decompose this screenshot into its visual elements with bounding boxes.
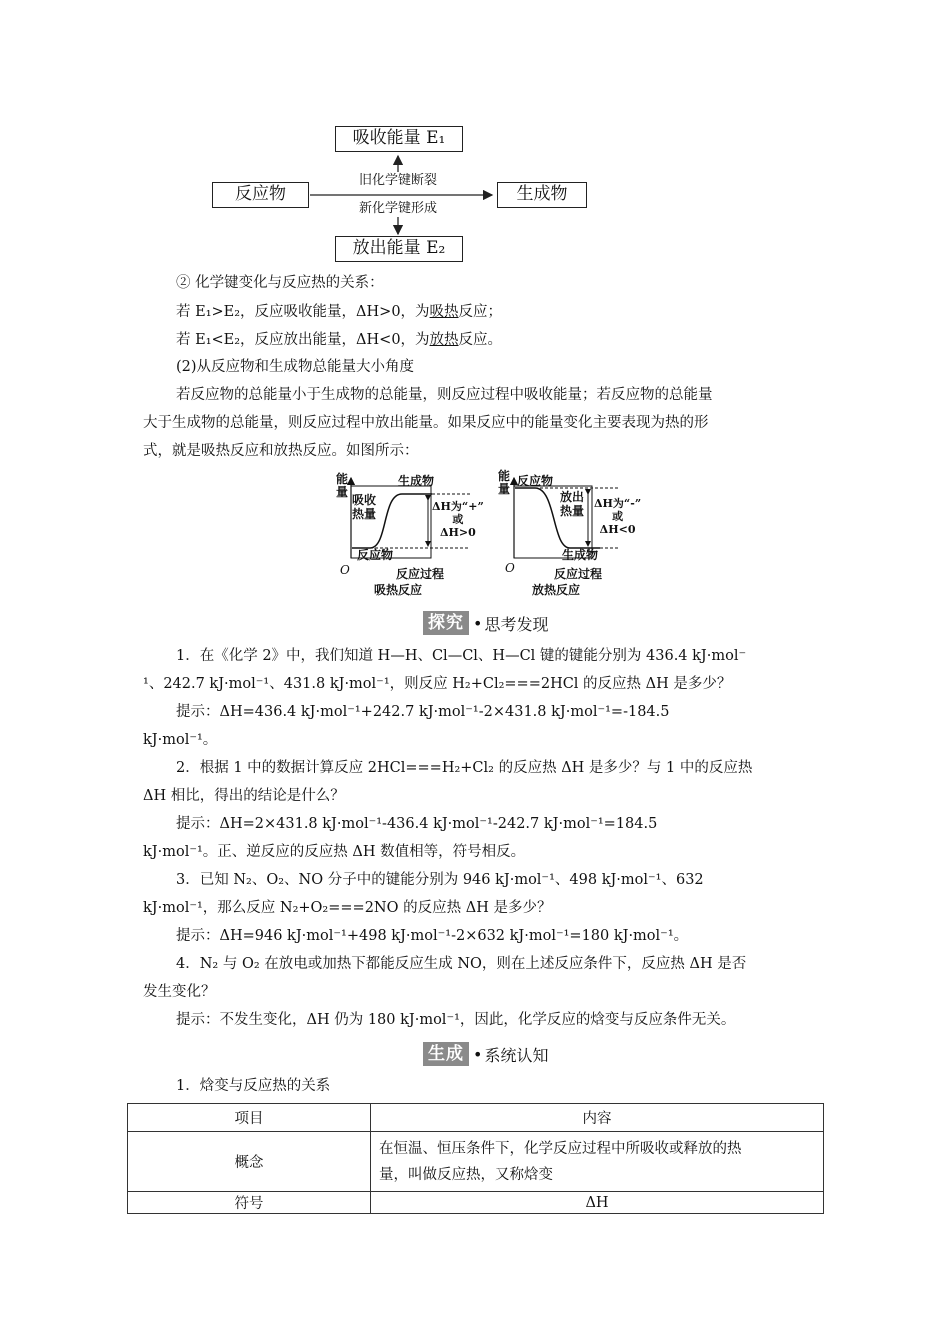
endo-reactant-label: 反应物 [357, 548, 394, 562]
table-cell-concept-content [371, 1132, 824, 1192]
bond-form-label: 新化学键形成 [342, 200, 454, 217]
product-label: 生成物 [516, 184, 568, 204]
relation-title: ② 化学键变化与反应热的关系： [176, 275, 384, 291]
endo-heat-1: 吸收 [352, 493, 377, 507]
absorb-energy-box [335, 126, 463, 152]
endo-heat-label [352, 493, 376, 521]
question-3-line-1: 3．已知 N₂、O₂、NO 分子中的键能分别为 946 kJ·mol⁻¹、498 kJ·mol⁻¹、632 [176, 872, 704, 888]
exo-xlabel: 反应过程 [554, 567, 603, 581]
answer-4: 提示：不发生变化，ΔH 仍为 180 kJ·mol⁻¹，因此，化学反应的焓变与反应条件无关。 [176, 1012, 736, 1028]
endo-origin: O [340, 563, 350, 577]
endo-dh-1: ΔH为“+” [432, 500, 484, 513]
question-1-line-1: 1．在《化学 2》中，我们知道 H—H、Cl—Cl、H—Cl 键的键能分别为 436.4 kJ·mol⁻ [176, 648, 747, 664]
relation-line-1-end: 反应； [458, 304, 503, 320]
endo-product-label: 生成物 [398, 474, 435, 488]
explore-banner [423, 611, 548, 635]
section2-title: (2)从反应物和生成物总能量大小角度 [176, 359, 415, 375]
concept-content-line-1: 在恒温、恒压条件下，化学反应过程中所吸收或释放的热 [379, 1140, 742, 1157]
endo-dh-2: 或 [452, 513, 464, 526]
answer-1-line-1: 提示：ΔH=436.4 kJ·mol⁻¹+242.7 kJ·mol⁻¹-2×431.8 kJ·mol⁻¹=-184.5 [176, 704, 670, 720]
relation-line-1-text: 若 E₁>E₂，反应吸收能量，ΔH>0，为 [176, 304, 430, 320]
exo-heat-label [560, 490, 584, 518]
section2-paragraph-line-3: 式，就是吸热反应和放热反应。如图所示： [143, 443, 419, 459]
exo-reactant-label: 反应物 [517, 474, 554, 488]
endo-ylabel [336, 473, 348, 499]
section2-paragraph-line-2: 大于生成物的总能量，则反应过程中放出能量。如果反应中的能量变化主要表现为热的形 [143, 415, 709, 431]
endo-ylabel-1: 能 [336, 472, 349, 486]
question-2-line-2: ΔH 相比，得出的结论是什么？ [143, 788, 345, 804]
endo-caption: 吸热反应 [374, 583, 423, 597]
table-row-concept [128, 1132, 824, 1192]
question-4-line-2: 发生变化？ [143, 984, 216, 1000]
endo-ylabel-2: 量 [336, 485, 349, 499]
endo-delta-h-label [432, 500, 484, 539]
question-3-line-2: kJ·mol⁻¹，那么反应 N₂+O₂===2NO 的反应热 ΔH 是多少？ [143, 900, 552, 916]
table-cell-concept: 概念 [128, 1132, 371, 1192]
flow-arrows [300, 150, 505, 240]
table-header-item: 项目 [128, 1104, 371, 1132]
exo-dh-2: 或 [612, 510, 624, 523]
banner-dot-2: • [473, 1044, 483, 1064]
table-header-content: 内容 [371, 1104, 824, 1132]
relation-line-2 [176, 330, 502, 350]
explore-heading: 思考发现 [484, 614, 549, 634]
exo-heat-2: 热量 [560, 504, 585, 518]
explore-tag: 探究 [423, 611, 469, 635]
exo-curve [515, 488, 600, 548]
table-header-row [128, 1104, 824, 1132]
relation-line-2-text: 若 E₁<E₂，反应放出能量，ΔH<0，为 [176, 332, 430, 348]
table-cell-symbol: 符号 [128, 1192, 371, 1214]
endothermic-term: 吸热 [429, 304, 459, 320]
answer-2-line-2: kJ·mol⁻¹。正、逆反应的反应热 ΔH 数值相等，符号相反。 [143, 844, 526, 860]
table-title: 1．焓变与反应热的关系 [176, 1078, 331, 1094]
endo-xlabel: 反应过程 [396, 567, 445, 581]
table-row-symbol [128, 1192, 824, 1214]
exo-heat-1: 放出 [560, 490, 585, 504]
reactant-box [212, 182, 309, 208]
section2-paragraph-line-1: 若反应物的总能量小于生成物的总能量，则反应过程中吸收能量；若反应物的总能量 [176, 387, 713, 403]
concept-content-line-2: 量，叫做反应热，又称焓变 [379, 1166, 553, 1183]
exo-delta-h-label [594, 497, 641, 536]
product-box [497, 182, 587, 208]
exo-origin: O [505, 561, 515, 575]
exo-ylabel [498, 470, 510, 496]
answer-3: 提示：ΔH=946 kJ·mol⁻¹+498 kJ·mol⁻¹-2×632 kJ·mol⁻¹=180 kJ·mol⁻¹。 [176, 928, 689, 944]
question-4-line-1: 4．N₂ 与 O₂ 在放电或加热下都能反应生成 NO，则在上述反应条件下，反应热 ΔH 是否 [176, 956, 747, 972]
endo-dh-3: ΔH>0 [440, 526, 476, 539]
release-energy-label: 放出能量 E₂ [352, 238, 446, 258]
absorb-energy-label: 吸收能量 E₁ [352, 128, 446, 148]
exo-product-label: 生成物 [562, 548, 599, 562]
answer-1-line-2: kJ·mol⁻¹。 [143, 732, 218, 748]
endo-heat-2: 热量 [352, 507, 377, 521]
bond-break-label: 旧化学键断裂 [342, 172, 454, 189]
relation-line-1 [176, 302, 502, 322]
exo-caption: 放热反应 [532, 583, 581, 597]
exothermic-term: 放热 [429, 332, 459, 348]
question-1-line-2: ¹、242.7 kJ·mol⁻¹、431.8 kJ·mol⁻¹，则反应 H₂+Cl₂===2HCl 的反应热 ΔH 是多少？ [143, 676, 732, 692]
system-tag: 生成 [423, 1042, 469, 1066]
system-banner [423, 1042, 548, 1066]
system-heading: 系统认知 [484, 1045, 549, 1065]
exo-dh-3: ΔH<0 [599, 523, 636, 536]
exo-dh-1: ΔH为“-” [594, 497, 642, 510]
question-2-line-1: 2．根据 1 中的数据计算反应 2HCl===H₂+Cl₂ 的反应热 ΔH 是多少？与 1 中的反应热 [176, 760, 753, 776]
reactant-label: 反应物 [235, 184, 286, 204]
exo-ylabel-1: 能 [498, 469, 511, 483]
relation-line-2-end: 反应。 [458, 332, 503, 348]
table-cell-symbol-content: ΔH [371, 1192, 824, 1214]
answer-2-line-1: 提示：ΔH=2×431.8 kJ·mol⁻¹-436.4 kJ·mol⁻¹-242.7 kJ·mol⁻¹=184.5 [176, 816, 658, 832]
enthalpy-table [127, 1103, 824, 1214]
exo-ylabel-2: 量 [498, 482, 511, 496]
banner-dot: • [473, 613, 483, 633]
